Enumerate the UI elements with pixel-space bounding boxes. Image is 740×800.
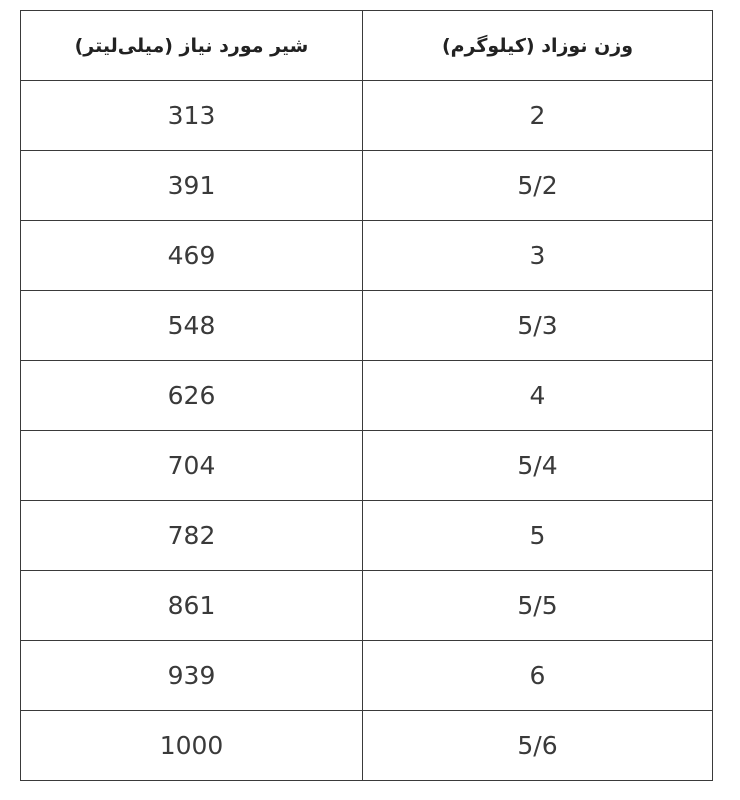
weight-cell: 5/6 bbox=[363, 711, 713, 781]
table-body bbox=[21, 81, 713, 781]
milk-cell: 861 bbox=[21, 571, 363, 641]
milk-cell: 939 bbox=[21, 641, 363, 711]
milk-cell: 704 bbox=[21, 431, 363, 501]
table-row bbox=[21, 641, 713, 711]
weight-cell: 5/5 bbox=[363, 571, 713, 641]
milk-cell: 469 bbox=[21, 221, 363, 291]
weight-cell: 5/4 bbox=[363, 431, 713, 501]
milk-cell: 313 bbox=[21, 81, 363, 151]
header-weight: وزن نوزاد (کیلوگرم) bbox=[363, 11, 713, 81]
table-row bbox=[21, 501, 713, 571]
table-row bbox=[21, 571, 713, 641]
table-header-row bbox=[21, 11, 713, 81]
milk-cell: 548 bbox=[21, 291, 363, 361]
milk-cell: 391 bbox=[21, 151, 363, 221]
milk-cell: 626 bbox=[21, 361, 363, 431]
weight-cell: 5 bbox=[363, 501, 713, 571]
table-row bbox=[21, 361, 713, 431]
weight-cell: 5/2 bbox=[363, 151, 713, 221]
weight-cell: 2 bbox=[363, 81, 713, 151]
header-milk: شیر مورد نیاز (میلی‌لیتر) bbox=[21, 11, 363, 81]
milk-cell: 1000 bbox=[21, 711, 363, 781]
table-row bbox=[21, 81, 713, 151]
weight-cell: 3 bbox=[363, 221, 713, 291]
table-row bbox=[21, 711, 713, 781]
table-row bbox=[21, 221, 713, 291]
table-row bbox=[21, 151, 713, 221]
weight-cell: 5/3 bbox=[363, 291, 713, 361]
table-row bbox=[21, 291, 713, 361]
weight-cell: 6 bbox=[363, 641, 713, 711]
milk-requirement-table bbox=[20, 10, 713, 781]
table-row bbox=[21, 431, 713, 501]
weight-cell: 4 bbox=[363, 361, 713, 431]
milk-cell: 782 bbox=[21, 501, 363, 571]
